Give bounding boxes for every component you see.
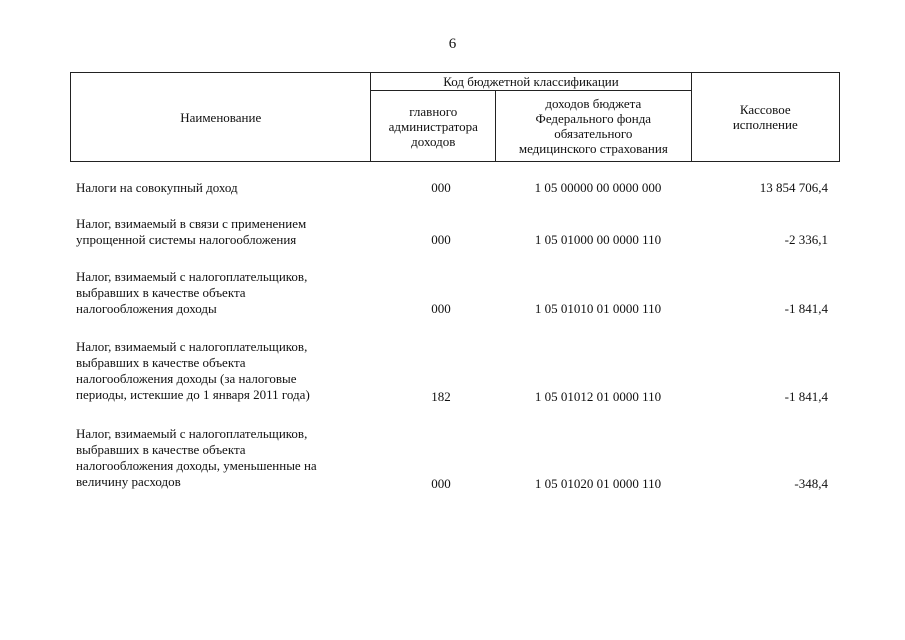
- header-line: исполнение: [732, 117, 798, 132]
- row-admin-code: [382, 476, 500, 492]
- row-name-line: Налоги на совокупный доход: [76, 180, 238, 195]
- row-amount-text: 13 854 706,4: [759, 180, 828, 195]
- row-name-line: налогообложения доходы, уменьшенные на: [76, 458, 317, 473]
- row-name-line: Налог, взимаемый с налогоплательщиков,: [76, 339, 308, 354]
- row-admin-code: [382, 180, 500, 196]
- row-admin-code: [382, 232, 500, 248]
- row-classification-code: [500, 389, 696, 405]
- row-name-line: периоды, истекшие до 1 января 2011 года): [76, 387, 310, 402]
- page-number: 6: [448, 36, 457, 52]
- header-line: доходов: [411, 133, 456, 149]
- row-classification-code: [500, 301, 696, 317]
- row-admin-code-text: 000: [431, 232, 451, 247]
- row-amount: [696, 301, 828, 317]
- row-name-line: упрощенной системы налогообложения: [76, 232, 297, 247]
- row-admin-code-text: 182: [431, 389, 451, 404]
- row-classification-code: [500, 476, 696, 492]
- row-name: [76, 216, 376, 248]
- row-amount: [696, 180, 828, 196]
- row-name-line: налогообложения доходы (за налоговые: [76, 371, 297, 386]
- column-header-classification-code: Код бюджетной классификации: [371, 73, 691, 91]
- row-name: [76, 426, 376, 490]
- row-name-line: Налог, взимаемый в связи с применением: [76, 216, 307, 231]
- header-line: медицинского страхования: [518, 141, 668, 156]
- row-amount-text: -348,4: [794, 476, 828, 491]
- row-admin-code-text: 000: [431, 180, 451, 195]
- row-admin-code: [382, 389, 500, 405]
- row-classification-code: [500, 232, 696, 248]
- row-name-line: Налог, взимаемый с налогоплательщиков,: [76, 269, 308, 284]
- row-name-line: выбравших в качестве объекта: [76, 355, 246, 370]
- row-amount: [696, 232, 828, 248]
- row-name-line: выбравших в качестве объекта: [76, 442, 246, 457]
- row-name: [76, 269, 376, 317]
- row-admin-code-text: 000: [431, 476, 451, 491]
- row-classification-code-text: 1 05 01012 01 0000 110: [534, 389, 662, 404]
- row-amount-text: -2 336,1: [784, 232, 828, 247]
- row-amount-text: -1 841,4: [784, 301, 828, 316]
- row-name-line: величину расходов: [76, 474, 181, 489]
- row-name: [76, 339, 376, 403]
- header-line: обязательного: [554, 126, 633, 141]
- column-header-name: Наименование: [71, 73, 371, 162]
- row-classification-code: [500, 180, 696, 196]
- row-name-line: Налог, взимаемый с налогоплательщиков,: [76, 426, 308, 441]
- row-name-line: налогообложения доходы: [76, 301, 217, 316]
- row-amount-text: -1 841,4: [784, 389, 828, 404]
- row-amount: [696, 389, 828, 405]
- header-line: Кассовое: [739, 102, 791, 117]
- row-classification-code-text: 1 05 01000 00 0000 110: [534, 232, 662, 247]
- header-line: главного: [409, 103, 458, 119]
- row-name-line: выбравших в качестве объекта: [76, 285, 246, 300]
- header-line: администратора: [388, 118, 478, 134]
- row-admin-code-text: 000: [431, 301, 451, 316]
- row-classification-code-text: 1 05 00000 00 0000 000: [534, 180, 662, 195]
- row-amount: [696, 476, 828, 492]
- row-name: [76, 180, 376, 196]
- header-line: доходов бюджета: [545, 96, 642, 111]
- header-line: Федерального фонда: [535, 111, 652, 126]
- row-classification-code-text: 1 05 01020 01 0000 110: [534, 476, 662, 491]
- row-admin-code: [382, 301, 500, 317]
- row-classification-code-text: 1 05 01010 01 0000 110: [534, 301, 662, 316]
